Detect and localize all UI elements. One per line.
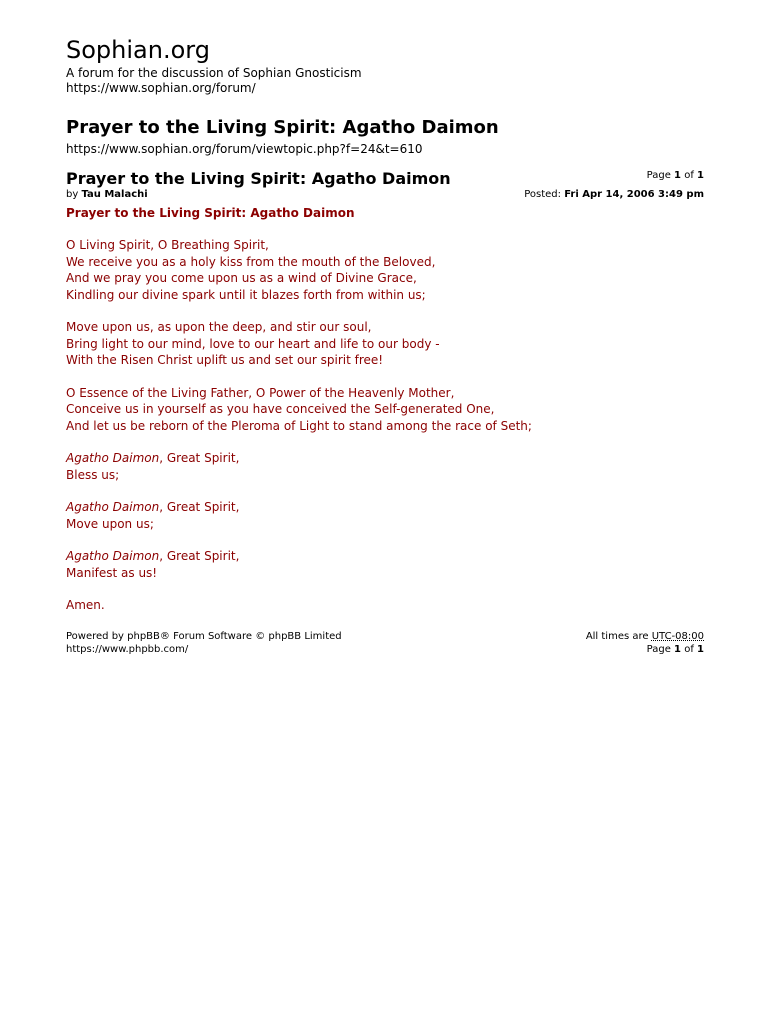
page-label: Page	[646, 643, 671, 655]
author-name: Tau Malachi	[81, 189, 148, 200]
stanza-2	[66, 319, 704, 369]
invocation-line	[66, 450, 704, 467]
pagination-top	[647, 169, 704, 182]
timezone-abbr: UTC-08:00	[651, 630, 704, 642]
invocation-rest: , Great Spirit,	[159, 500, 240, 514]
stanza-line: With the Risen Christ uplift us and set our spirit free!	[66, 353, 384, 367]
page-current: 1	[674, 170, 682, 181]
posted-date	[524, 188, 704, 201]
stanza-line: And let us be reborn of the Pleroma of Light to stand among the race of Seth;	[66, 418, 532, 433]
footer-left	[66, 630, 342, 656]
stanza-line: And we pray you come upon us as a wind of Divine Grace,	[66, 271, 417, 285]
invocation-rest: , Great Spirit,	[159, 451, 240, 465]
page-total: 1	[697, 643, 704, 655]
invocation-line	[66, 548, 704, 565]
powered-by: Powered by phpBB® Forum Software © phpBB Limited	[66, 630, 342, 642]
invocation-line-2: Manifest as us!	[66, 565, 158, 580]
invocation-line-2: Move upon us;	[66, 516, 154, 531]
page-footer	[66, 630, 704, 658]
post-author	[66, 188, 148, 201]
posted-datetime: Fri Apr 14, 2006 3:49 pm	[564, 189, 704, 200]
invocation-line	[66, 499, 704, 516]
invocation-rest: , Great Spirit,	[159, 549, 240, 563]
invocation-1	[66, 450, 704, 483]
posted-label: Posted:	[524, 189, 562, 200]
stanza-line: O Living Spirit, O Breathing Spirit,	[66, 238, 269, 252]
page-total: 1	[697, 170, 704, 181]
topic-title: Prayer to the Living Spirit: Agatho Daimon	[66, 117, 499, 138]
timezone-info	[586, 630, 704, 643]
invocation-line-2: Bless us;	[66, 467, 120, 482]
stanza-3	[66, 385, 704, 435]
site-description: A forum for the discussion of Sophian Gnosticism	[66, 66, 362, 80]
topic-url[interactable]: https://www.sophian.org/forum/viewtopic.php?f=24&t=610	[66, 142, 423, 156]
by-label: by	[66, 189, 79, 200]
stanza-line: We receive you as a holy kiss from the mouth of the Beloved,	[66, 254, 436, 269]
invocation-name: Agatho Daimon	[66, 549, 160, 563]
invocation-name: Agatho Daimon	[66, 500, 160, 514]
stanza-line: Conceive us in yourself as you have conceived the Self-generated One,	[66, 402, 495, 416]
page-of: of	[684, 643, 694, 655]
stanza-line: O Essence of the Living Father, O Power of the Heavenly Mother,	[66, 385, 455, 400]
printable-page	[66, 34, 704, 658]
footer-right	[586, 630, 704, 656]
stanza-line: Move upon us, as upon the deep, and stir our soul,	[66, 320, 372, 334]
phpbb-url[interactable]: https://www.phpbb.com/	[66, 643, 189, 655]
stanza-line: Kindling our divine spark until it blazes forth from within us;	[66, 287, 426, 302]
page-label: Page	[646, 170, 671, 181]
post-subject: Prayer to the Living Spirit: Agatho Daimon	[66, 206, 355, 220]
invocation-name: Agatho Daimon	[66, 451, 160, 465]
times-label: All times are	[585, 630, 649, 642]
site-title: Sophian.org	[66, 36, 210, 64]
post-header	[66, 169, 704, 205]
closing	[66, 597, 704, 614]
page-of: of	[684, 170, 694, 181]
closing-line: Amen.	[66, 598, 105, 612]
stanza-1	[66, 237, 704, 303]
page-current: 1	[674, 643, 682, 655]
invocation-2	[66, 499, 704, 532]
stanza-line: Bring light to our mind, love to our heart and life to our body -	[66, 336, 440, 351]
site-url[interactable]: https://www.sophian.org/forum/	[66, 81, 256, 95]
pagination-bottom	[586, 643, 704, 656]
post-body	[66, 205, 704, 614]
invocation-3	[66, 548, 704, 581]
post-title: Prayer to the Living Spirit: Agatho Daimon	[66, 169, 451, 188]
